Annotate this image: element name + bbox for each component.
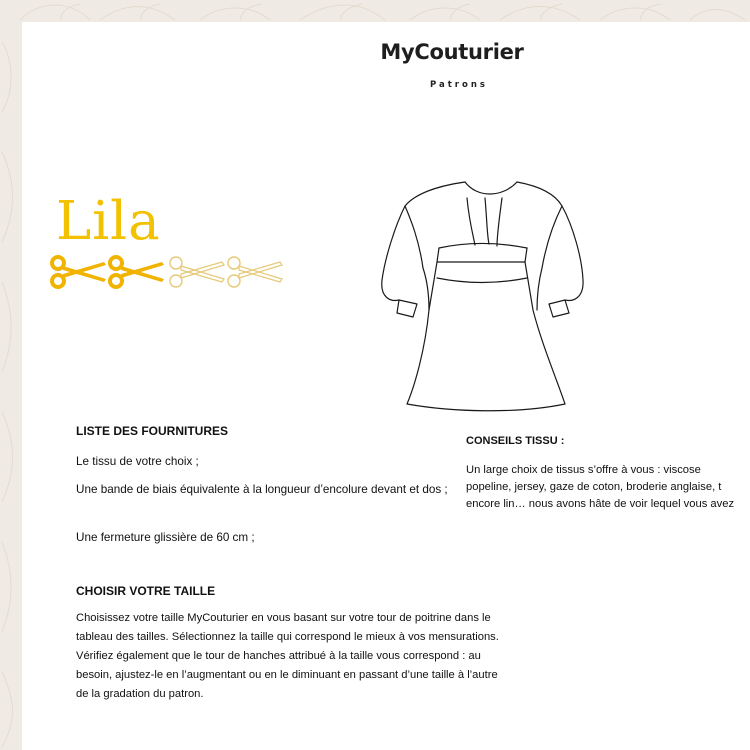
supplies-item-2: Une bande de biais équivalente à la longueur d’encolure devant et dos ; [76, 483, 448, 496]
size-line-5: de la gradation du patron. [76, 688, 204, 700]
size-heading: CHOISIR VOTRE TAILLE [76, 584, 216, 598]
fabric-line-3: encore lin… nous avons hâte de voir lequel vous avez [466, 498, 735, 510]
pattern-page [22, 22, 750, 750]
fabric-line-1: Un large choix de tissus s’offre à vous : viscose [466, 464, 701, 476]
supplies-item-1: Le tissu de votre choix ; [76, 455, 199, 468]
scissors-icon [48, 252, 288, 296]
size-line-4: besoin, ajustez-le en l’augmentant ou en le diminuant en passant d’une taille à l’autre [76, 669, 498, 681]
dress-illustration [377, 180, 587, 424]
brand-logo [372, 40, 532, 90]
brand-name: MyCouturier [380, 40, 524, 64]
fabric-heading: CONSEILS TISSU : [466, 435, 565, 447]
decorative-border-left [0, 22, 22, 750]
size-line-2: tableau des tailles. Sélectionnez la taille qui correspond le mieux à vos mensurations. [76, 631, 499, 643]
pattern-title: Lila [56, 191, 161, 252]
brand-subtitle: Patrons [430, 80, 488, 90]
supplies-item-3: Une fermeture glissière de 60 cm ; [76, 531, 255, 544]
supplies-heading: LISTE DES FOURNITURES [76, 424, 229, 438]
size-line-3: Vérifiez également que le tour de hanches attribué à la taille vous correspond : au [76, 650, 481, 662]
fabric-line-2: popeline, jersey, gaze de coton, broderie anglaise, t [466, 481, 722, 493]
size-line-1: Choisissez votre taille MyCouturier en vous basant sur votre tour de poitrine dans le [76, 612, 491, 624]
decorative-border-top [0, 0, 750, 23]
